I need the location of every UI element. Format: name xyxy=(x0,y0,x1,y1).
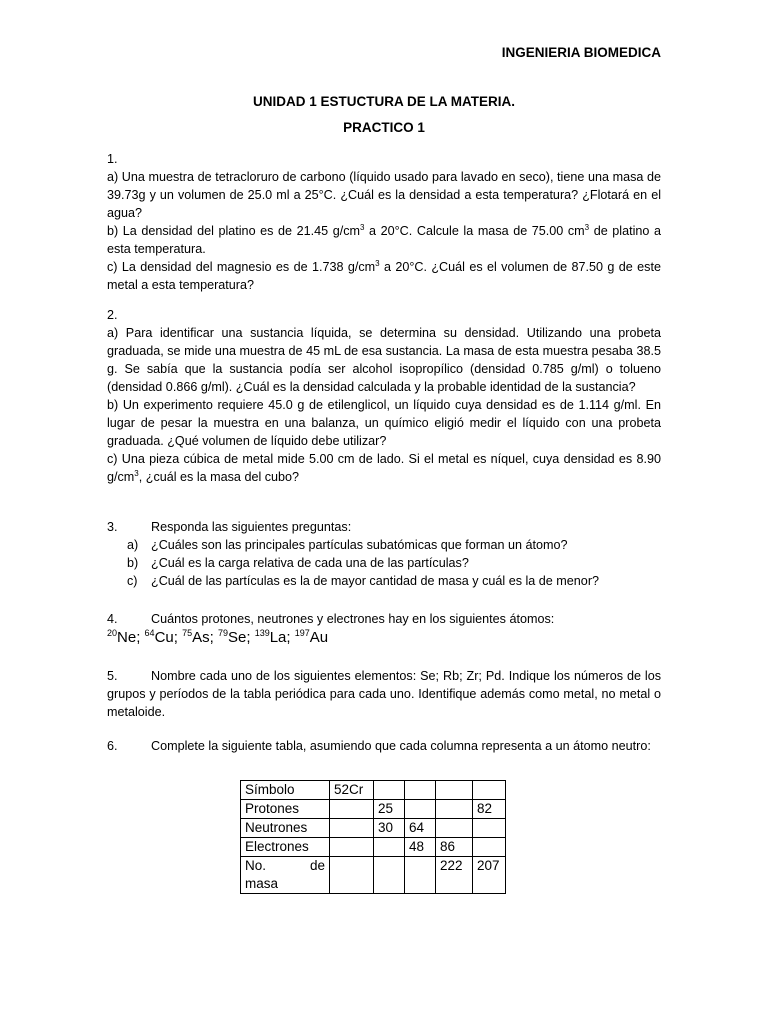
row-label: Símbolo xyxy=(241,781,330,800)
question-1b: b) La densidad del platino es de 21.45 $g/cm^3$ a 20°C. Calcule la masa de 75.00 $cm^3$ de platino a esta temperatura. xyxy=(107,222,661,256)
table-cell xyxy=(330,819,374,838)
table-cell: 207 xyxy=(473,857,506,894)
question-2c: c) Una pieza cúbica de metal mide 5.00 cm de lado. Si el metal es níquel, cuya densidad es 8.90 $g/cm^3$, ¿cuál es la masa del cubo? xyxy=(107,452,661,484)
table-cell xyxy=(473,838,506,857)
atom-au: $^{197}$Au xyxy=(294,628,329,646)
table-cell xyxy=(374,838,405,857)
atom-table xyxy=(240,780,506,894)
atom-as: $^{75}$As; xyxy=(182,628,218,646)
table-cell xyxy=(405,857,436,894)
question-4-number: 4. xyxy=(107,612,118,626)
row-label: Neutrones xyxy=(241,819,330,838)
table-cell xyxy=(473,819,506,838)
question-2 xyxy=(107,306,661,486)
table-cell xyxy=(330,800,374,819)
question-3-item: b) ¿Cuál es la carga relativa de cada una de las partículas? xyxy=(127,556,469,570)
question-3-item: c) ¿Cuál de las partículas es la de mayor cantidad de masa y cuál es la de menor? xyxy=(127,574,600,588)
table-cell xyxy=(436,781,473,800)
unit-title: UNIDAD 1 ESTUCTURA DE LA MATERIA. xyxy=(253,94,515,109)
question-5 xyxy=(107,667,661,721)
question-1-number: 1. xyxy=(107,152,118,166)
question-5-text: 5. Nombre cada uno de los siguientes elementos: Se; Rb; Zr; Pd. Indique los números de los grupos y períodos de la tabla periódica para cada uno. Identifique además como metal, no metal o metaloide. xyxy=(107,669,661,719)
table-cell: 222 xyxy=(436,857,473,894)
institution-header: INGENIERIA BIOMEDICA xyxy=(501,45,661,60)
question-2a: a) Para identificar una sustancia líquida, se determina su densidad. Utilizando una probeta graduada, se mide una muestra de 45 mL de esa sustancia. La masa de esta muestra pesaba 38.5 g. Se sabía que la sustancia podía ser alcohol isopropílico (densidad 0.785 g/ml) o tolueno (densidad 0.866 g/ml). ¿Cuál es la densidad calculada y la probable identidad de la sustancia? xyxy=(107,326,661,394)
question-4-text: Cuántos protones, neutrones y electrones hay en los siguientes átomos: xyxy=(151,612,555,626)
table-row xyxy=(241,781,506,800)
question-1 xyxy=(107,150,661,294)
row-label: No. de masa xyxy=(241,857,330,894)
question-3 xyxy=(107,518,661,590)
atom-cu: $^{64}$Cu; xyxy=(144,628,183,646)
table-cell: 82 xyxy=(473,800,506,819)
practice-title: PRACTICO 1 xyxy=(343,120,425,135)
question-6-number: 6. xyxy=(107,739,118,753)
table-cell xyxy=(405,781,436,800)
atom-ne: $^{20}$Ne; xyxy=(107,628,145,646)
table-cell: 64 xyxy=(405,819,436,838)
table-cell xyxy=(473,781,506,800)
question-3-text: Responda las siguientes preguntas: xyxy=(151,520,352,534)
question-4 xyxy=(107,610,661,648)
atom-se: $^{79}$Se; xyxy=(217,628,255,646)
table-cell xyxy=(330,857,374,894)
question-2-number: 2. xyxy=(107,308,118,322)
question-3-number: 3. xyxy=(107,520,118,534)
table-row xyxy=(241,857,506,894)
atom-la: $^{139}$La; xyxy=(254,628,295,646)
question-1c: c) La densidad del magnesio es de 1.738 $g/cm^3$ a 20°C. ¿Cuál es el volumen de 87.50 g de este metal a esta temperatura? xyxy=(107,258,661,292)
question-6-text: Complete la siguiente tabla, asumiendo que cada columna representa a un átomo neutro: xyxy=(151,739,651,753)
table-cell xyxy=(436,800,473,819)
question-2b: b) Un experimento requiere 45.0 g de etilenglicol, un líquido cuya densidad es de 1.114 g/ml. En lugar de pesar la muestra en una balanza, un químico eligió medir el líquido con una probeta graduada. ¿Qué volumen de líquido debe utilizar? xyxy=(107,398,661,448)
table-cell xyxy=(374,857,405,894)
table-row xyxy=(241,819,506,838)
table-cell: 25 xyxy=(374,800,405,819)
table-cell: 48 xyxy=(405,838,436,857)
table-cell xyxy=(330,838,374,857)
question-1a: a) Una muestra de tetracloruro de carbono (líquido usado para lavado en seco), tiene una masa de 39.73g y un volumen de 25.0 ml a 25°C. ¿Cuál es la densidad a esta temperatura? ¿Flotará en el agua? xyxy=(107,170,661,220)
question-3-item: a) ¿Cuáles son las principales partículas subatómicas que forman un átomo? xyxy=(127,538,568,552)
table-cell: 30 xyxy=(374,819,405,838)
table-row xyxy=(241,800,506,819)
table-row xyxy=(241,838,506,857)
question-6 xyxy=(107,737,661,755)
atom-list xyxy=(107,628,661,648)
table-cell: 52Cr xyxy=(330,781,374,800)
table-cell: 86 xyxy=(436,838,473,857)
row-label: Electrones xyxy=(241,838,330,857)
table-cell xyxy=(405,800,436,819)
row-label: Protones xyxy=(241,800,330,819)
table-cell xyxy=(436,819,473,838)
table-cell xyxy=(374,781,405,800)
